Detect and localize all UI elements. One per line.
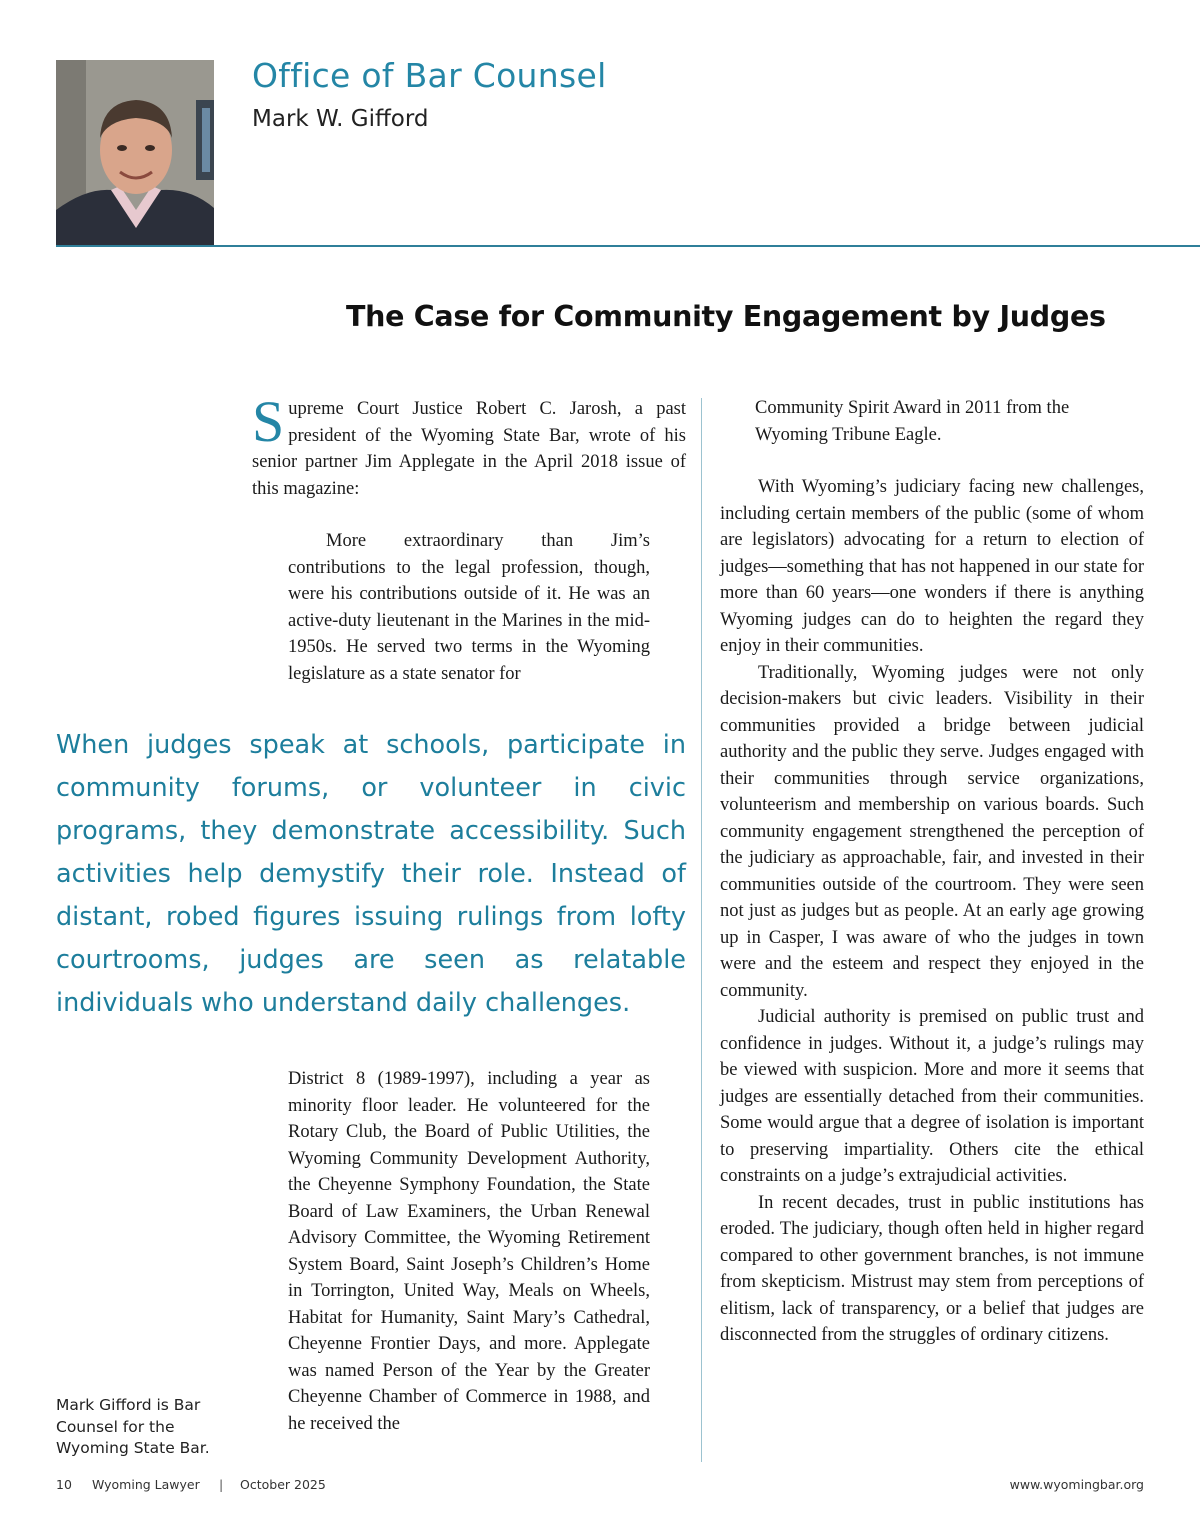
- column-divider: [701, 398, 702, 1462]
- issue-date: October 2025: [240, 1477, 326, 1492]
- department-title: Office of Bar Counsel: [252, 56, 607, 95]
- page-number: 10: [56, 1477, 72, 1492]
- author-photo: [56, 60, 214, 246]
- block-quote-part-2: [288, 1066, 650, 1437]
- publication-name: Wyoming Lawyer: [92, 1477, 200, 1492]
- footer-separator: |: [219, 1477, 224, 1492]
- author-name: Mark W. Gifford: [252, 106, 429, 132]
- quote-text-1: More extraordinary than Jim’s contributions to the legal profession, though, were his contributions outside of it. He was an active-duty lieutenant in the Marines in the mid-1950s. He served two terms in the Wyoming legislature as a state senator for: [288, 531, 650, 684]
- quote-text-3: Community Spirit Award in 2011 from the Wyoming Tribune Eagle.: [755, 398, 1070, 445]
- page-footer: [56, 1477, 1144, 1497]
- pull-quote: When judges speak at schools, participate in community forums, or volunteer in civic programs, they demonstrate accessibility. Such activities help demystify their role. Instead of distant, robed figures issuing rulings from lofty courtrooms, judges are seen as relatable individuals who understand daily challenges.: [56, 730, 686, 1018]
- intro-paragraph: [252, 389, 686, 502]
- body-paragraph: Judicial authority is premised on public trust and confidence in judges. Without it, a judge’s rulings may be viewed with suspicion. More and more it seems that judges are essentially detached from their communities. Some would argue that a degree of isolation is important to preserving impartiality. Others cite the ethical constraints on a judge’s extrajudicial activities.: [720, 1007, 1144, 1186]
- body-paragraph: In recent decades, trust in public institutions has eroded. The judiciary, though often held in higher regard compared to other government branches, is not immune from skepticism. Mistrust may stem from perceptions of elitism, lack of transparency, or a belief that judges are disconnected from the struggles of ordinary citizens.: [720, 1192, 1144, 1345]
- drop-cap: S: [252, 389, 285, 454]
- block-quote-part-3: [755, 395, 1115, 448]
- author-bio: Mark Gifford is Bar Counsel for the Wyoming State Bar.: [56, 1396, 210, 1457]
- quote-text-2: District 8 (1989-1997), including a year as minority floor leader. He volunteered for the Rotary Club, the Board of Public Utilities, the Wyoming Community Development Authority, the Cheyenne Symphony Foundation, the State Board of Law Examiners, the Urban Renewal Advisory Committee, the Wyoming Retirement System Board, Saint Joseph’s Children’s Home in Torrington, United Way, Meals on Wheels, Habitat for Humanity, Saint Mary’s Cathedral, Cheyenne Frontier Days, and more. Applegate was named Person of the Year by the Greater Cheyenne Chamber of Commerce in 1988, and he received the: [288, 1069, 650, 1434]
- header-rule: [56, 245, 1200, 247]
- body-paragraph: With Wyoming’s judiciary facing new challenges, including certain members of the public (some of whom are legislators) advocating for a return to election of judges—something that has not happened in our state for more than 60 years—one wonders if there is anything Wyoming judges can do to heighten the regard they enjoy in their communities.: [720, 477, 1144, 656]
- body-column: [720, 474, 1144, 1349]
- block-quote-part-1: [288, 528, 650, 687]
- intro-text: upreme Court Justice Robert C. Jarosh, a past president of the Wyoming State Bar, wrote of his senior partner Jim Applegate in the April 2018 issue of this magazine:: [252, 399, 686, 499]
- body-paragraph: Traditionally, Wyoming judges were not only decision-makers but civic leaders. Visibility in their communities provided a bridge between judicial authority and the public they serve. Judges engaged with their communities through service organizations, volunteerism and membership on various boards. Such community engagement strengthened the perception of the judiciary as approachable, fair, and invested in their communities outside of the courtroom. They were seen not just as judges but as people. At an early age growing up in Casper, I was aware of who the judges in town were and the esteem and respect they enjoyed in the community.: [720, 662, 1144, 1001]
- article-title: The Case for Community Engagement by Judges: [346, 300, 1106, 333]
- website-link[interactable]: www.wyomingbar.org: [1009, 1477, 1144, 1492]
